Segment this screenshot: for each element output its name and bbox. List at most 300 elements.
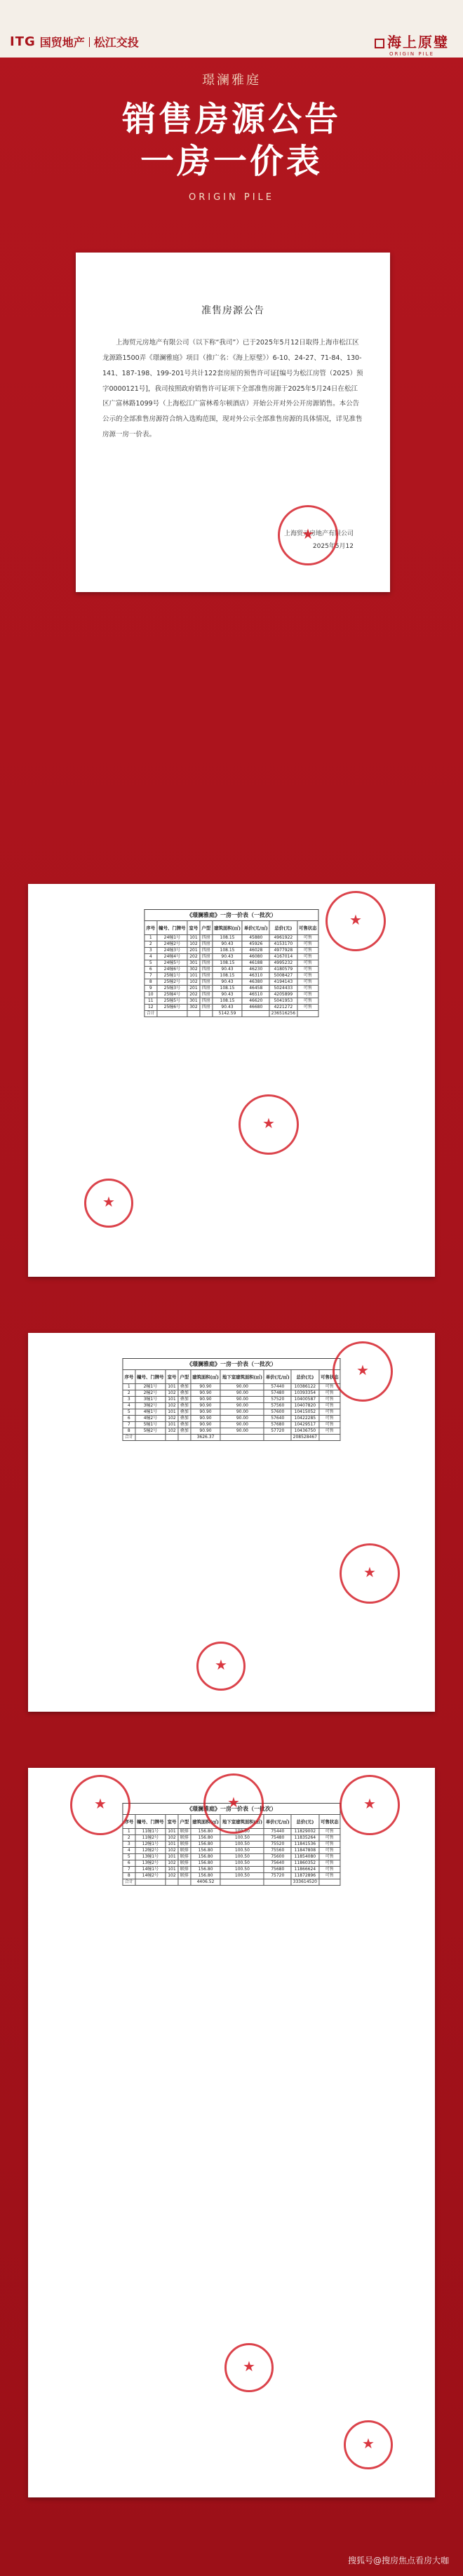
table-cell: 57560 xyxy=(264,1403,291,1409)
table-cell: 90.90 xyxy=(191,1422,221,1428)
table-cell: 57520 xyxy=(264,1397,291,1403)
table-row xyxy=(123,1867,340,1873)
table-cell: 4153170 xyxy=(269,941,297,948)
table-cell: 24幢6号 xyxy=(157,967,187,973)
table-cell: 100.50 xyxy=(220,1835,264,1842)
partner-brand-name: 松江交投 xyxy=(93,36,139,49)
table-cell: 可售 xyxy=(319,1390,341,1397)
table-cell: 156.80 xyxy=(191,1829,221,1835)
table-cell: 57600 xyxy=(264,1409,291,1416)
table-cell: 10407820 xyxy=(291,1403,318,1409)
table-cell: 可售 xyxy=(319,1422,341,1428)
total-price: 208528467 xyxy=(291,1435,318,1441)
total-label: 合计 xyxy=(123,1435,135,1441)
table-cell: 3 xyxy=(145,948,157,954)
table-cell: 5幢2号 xyxy=(135,1428,166,1435)
price-table-sheet-2 xyxy=(28,1333,435,1712)
table-cell: 46680 xyxy=(242,1005,269,1011)
table-cell: 10393354 xyxy=(291,1390,318,1397)
table-row xyxy=(123,1397,340,1403)
table-total-row xyxy=(123,1879,340,1886)
page-title-line2: 一房一价表 xyxy=(140,142,323,181)
price-table xyxy=(122,1369,340,1441)
table-cell: 可售 xyxy=(319,1854,341,1860)
table-cell: 9 xyxy=(145,986,157,992)
table-cell: 5 xyxy=(123,1854,135,1860)
col-header: 序号 xyxy=(145,921,157,935)
table-row xyxy=(145,954,318,960)
table-cell: 46080 xyxy=(242,954,269,960)
table-row xyxy=(145,998,318,1005)
table-total-row xyxy=(123,1435,340,1441)
table-cell: 46458 xyxy=(242,986,269,992)
table-cell: 102 xyxy=(187,941,200,948)
col-header: 建筑面积(㎡) xyxy=(191,1815,221,1829)
total-label: 合计 xyxy=(145,1011,157,1017)
table-caption: 《璟澜雅庭》一房一价表（一批次） xyxy=(122,1358,340,1369)
table-cell: 108.15 xyxy=(213,935,243,941)
table-cell: 5 xyxy=(123,1409,135,1416)
col-header: 户型 xyxy=(200,921,213,935)
table-cell: 101 xyxy=(166,1409,178,1416)
table-cell: 4205899 xyxy=(269,992,297,998)
table-cell: 可售 xyxy=(297,960,319,967)
page-title-line1: 销售房源公告 xyxy=(121,100,341,139)
table-cell: 24幢3号 xyxy=(157,948,187,954)
table-cell: 2 xyxy=(123,1390,135,1397)
table-cell: 46510 xyxy=(242,992,269,998)
table-cell: 1 xyxy=(123,1384,135,1390)
table-cell: 可售 xyxy=(319,1403,341,1409)
itg-brand-name: 国贸地产 xyxy=(39,36,85,49)
col-header: 地下室建筑面积(㎡) xyxy=(220,1815,264,1829)
table-cell: 可售 xyxy=(297,992,319,998)
col-header: 幢号、门牌号 xyxy=(135,1815,166,1829)
table-cell: 101 xyxy=(166,1854,178,1860)
col-header: 总价(元) xyxy=(291,1815,318,1829)
seal-stamp-icon xyxy=(196,1642,246,1691)
table-cell: 4194143 xyxy=(269,979,297,986)
signature-date: 2025年5月12 xyxy=(312,543,354,550)
table-cell: 108.15 xyxy=(213,973,243,979)
table-cell: 10429517 xyxy=(291,1422,318,1428)
table-cell: 叠加 xyxy=(178,1409,191,1416)
table-cell: 10415052 xyxy=(291,1409,318,1416)
table-cell: 叠加 xyxy=(178,1428,191,1435)
table-cell: 101 xyxy=(166,1867,178,1873)
table-row xyxy=(123,1416,340,1422)
col-header: 单价(元/㎡) xyxy=(264,1815,291,1829)
table-cell: 4幢1号 xyxy=(135,1409,166,1416)
table-cell: 100.50 xyxy=(220,1842,264,1848)
col-header: 单价(元/㎡) xyxy=(264,1370,291,1384)
table-cell: 75480 xyxy=(264,1835,291,1842)
seal-stamp-icon xyxy=(340,1543,400,1604)
table-cell: 75440 xyxy=(264,1829,291,1835)
table-row xyxy=(123,1842,340,1848)
table-row xyxy=(123,1409,340,1416)
table-cell: 46620 xyxy=(242,998,269,1005)
seal-stamp-icon xyxy=(239,1094,299,1155)
col-header: 室号 xyxy=(166,1370,178,1384)
table-cell: 46380 xyxy=(242,979,269,986)
table-cell: 101 xyxy=(166,1422,178,1428)
table-cell: 可售 xyxy=(297,998,319,1005)
col-header: 建筑面积(㎡) xyxy=(191,1370,221,1384)
col-header: 可售状态 xyxy=(319,1370,341,1384)
price-table-sheet-3 xyxy=(28,1768,435,2497)
table-cell: 可售 xyxy=(297,967,319,973)
table-cell: 叠加 xyxy=(178,1416,191,1422)
table-cell: 4221272 xyxy=(269,1005,297,1011)
table-cell: 90.43 xyxy=(213,941,243,948)
table-cell: 202 xyxy=(187,992,200,998)
table-row xyxy=(123,1873,340,1879)
table-cell: 108.15 xyxy=(213,960,243,967)
seal-stamp-icon xyxy=(340,1775,400,1835)
table-cell: 90.90 xyxy=(191,1397,221,1403)
table-cell: 4977928 xyxy=(269,948,297,954)
col-header: 室号 xyxy=(187,921,200,935)
table-cell: 11841536 xyxy=(291,1842,318,1848)
table-cell: 90.00 xyxy=(220,1390,264,1397)
table-cell: 可售 xyxy=(319,1416,341,1422)
table-cell: 联排 xyxy=(178,1835,191,1842)
table-cell: 90.43 xyxy=(213,954,243,960)
table-total-row xyxy=(145,1011,318,1017)
table-cell: 102 xyxy=(166,1873,178,1879)
table-cell: 75560 xyxy=(264,1848,291,1854)
table-cell: 24幢1号 xyxy=(157,935,187,941)
table-cell: 201 xyxy=(187,948,200,954)
table-cell: 102 xyxy=(166,1428,178,1435)
table-cell: 5024433 xyxy=(269,986,297,992)
table-row xyxy=(123,1428,340,1435)
table-cell: 四房 xyxy=(200,992,213,998)
table-cell: 108.15 xyxy=(213,998,243,1005)
table-row xyxy=(145,941,318,948)
table-cell: 100.50 xyxy=(220,1854,264,1860)
table-cell: 156.80 xyxy=(191,1842,221,1848)
table-cell: 102 xyxy=(166,1403,178,1409)
table-cell: 4 xyxy=(145,954,157,960)
table-cell: 联排 xyxy=(178,1829,191,1835)
table-cell: 11 xyxy=(145,998,157,1005)
table-cell: 可售 xyxy=(319,1835,341,1842)
table-cell: 2幢1号 xyxy=(135,1384,166,1390)
table-cell: 14幢2号 xyxy=(135,1873,166,1879)
table-row xyxy=(145,973,318,979)
table-cell: 可售 xyxy=(297,979,319,986)
table-cell: 90.00 xyxy=(220,1428,264,1435)
notice-body: 上海贸元房地产有限公司（以下称“我司”）已于2025年5月12日取得上海市松江区龙源路1500弄《璟澜雅庭》项目（推广名：《海上原璧》）6-10、24-27、71-84、130-141、187-198、199-201号共计122套房屋的预售许可证[编号为松江房管（2025）预字0000121号]，我司按照政府销售许可证项下全部准售房源于2025年5月24日在松江区广富林路1099号（上海松江广富林希尔顿酒店）开始公开对外公开房源销售。本公告公示的全部准售房源符合纳入选购范围，现对外公示全部准售房源的具体情况，详见准售房源一房一价表。 xyxy=(102,339,363,439)
table-cell: 可售 xyxy=(319,1867,341,1873)
table-cell: 10 xyxy=(145,992,157,998)
table-cell: 90.90 xyxy=(191,1384,221,1390)
table-cell: 100.50 xyxy=(220,1829,264,1835)
table-cell: 202 xyxy=(187,954,200,960)
table-cell: 90.00 xyxy=(220,1397,264,1403)
table-cell: 6 xyxy=(123,1860,135,1867)
table-row xyxy=(123,1384,340,1390)
table-row xyxy=(145,979,318,986)
table-cell: 可售 xyxy=(319,1829,341,1835)
table-cell: 5幢1号 xyxy=(135,1422,166,1428)
table-cell: 108.15 xyxy=(213,948,243,954)
table-cell: 3 xyxy=(123,1397,135,1403)
seal-stamp-icon xyxy=(344,2420,393,2469)
project-name: 璟澜雅庭 xyxy=(202,73,261,88)
table-cell: 联排 xyxy=(178,1873,191,1879)
notice-heading: 准售房源公告 xyxy=(201,305,264,316)
table-cell: 90.43 xyxy=(213,1005,243,1011)
table-cell: 46310 xyxy=(242,973,269,979)
col-header: 单价(元/㎡) xyxy=(242,921,269,935)
seal-stamp-icon xyxy=(70,1775,130,1835)
top-bar xyxy=(0,0,463,58)
col-header: 序号 xyxy=(123,1815,135,1829)
table-cell: 可售 xyxy=(319,1860,341,1867)
col-header: 总价(元) xyxy=(291,1370,318,1384)
col-header: 建筑面积(㎡) xyxy=(213,921,243,935)
seal-stamp-icon xyxy=(333,1341,393,1402)
hero-subtitle-en: ORIGIN PILE xyxy=(189,192,274,203)
table-row xyxy=(145,935,318,941)
table-cell: 90.90 xyxy=(191,1416,221,1422)
table-cell: 100.50 xyxy=(220,1848,264,1854)
table-cell: 4幢2号 xyxy=(135,1416,166,1422)
table-cell: 101 xyxy=(166,1397,178,1403)
signature-company: 上海贸元房地产有限公司 xyxy=(283,530,354,537)
table-cell: 11835264 xyxy=(291,1835,318,1842)
table-cell: 90.43 xyxy=(213,992,243,998)
table-row xyxy=(145,967,318,973)
col-header: 室号 xyxy=(166,1815,178,1829)
seal-stamp-icon xyxy=(203,1773,264,1834)
table-cell: 4 xyxy=(123,1403,135,1409)
table-cell: 四房 xyxy=(200,935,213,941)
total-label: 合计 xyxy=(123,1879,135,1886)
itg-logo: ITG xyxy=(10,34,36,49)
total-area: 3626.37 xyxy=(191,1435,221,1441)
table-cell: 可售 xyxy=(297,986,319,992)
table-cell: 100.50 xyxy=(220,1860,264,1867)
watermark-tag: 搜狐号@搜房焦点看房大咖 xyxy=(347,2556,449,2565)
table-cell: 1 xyxy=(145,935,157,941)
table-row xyxy=(145,1005,318,1011)
table-cell: 25幢6号 xyxy=(157,1005,187,1011)
table-cell: 57640 xyxy=(264,1416,291,1422)
table-cell: 156.80 xyxy=(191,1867,221,1873)
table-cell: 2 xyxy=(123,1835,135,1842)
table-row xyxy=(123,1403,340,1409)
table-cell: 四房 xyxy=(200,960,213,967)
table-cell: 57680 xyxy=(264,1422,291,1428)
table-cell: 90.00 xyxy=(220,1422,264,1428)
seal-stamp-icon xyxy=(84,1179,133,1228)
seal-stamp-icon xyxy=(224,2343,274,2392)
table-cell: 75600 xyxy=(264,1854,291,1860)
table-cell: 75640 xyxy=(264,1860,291,1867)
table-cell: 可售 xyxy=(319,1428,341,1435)
table-cell: 10400587 xyxy=(291,1397,318,1403)
table-cell: 24幢5号 xyxy=(157,960,187,967)
table-cell: 90.43 xyxy=(213,967,243,973)
table-cell: 6 xyxy=(145,967,157,973)
table-header-row xyxy=(145,921,318,935)
table-cell: 联排 xyxy=(178,1867,191,1873)
table-cell: 302 xyxy=(187,967,200,973)
table-cell: 四房 xyxy=(200,998,213,1005)
table-cell: 301 xyxy=(187,960,200,967)
table-cell: 90.90 xyxy=(191,1409,221,1416)
table-cell: 四房 xyxy=(200,941,213,948)
col-header: 总价(元) xyxy=(269,921,297,935)
table-cell: 12 xyxy=(145,1005,157,1011)
table-cell: 302 xyxy=(187,1005,200,1011)
col-header: 地下室建筑面积(㎡) xyxy=(220,1370,264,1384)
table-cell: 11829002 xyxy=(291,1829,318,1835)
table-cell: 301 xyxy=(187,998,200,1005)
col-header: 户型 xyxy=(178,1815,191,1829)
developer-logos xyxy=(10,34,139,50)
table-cell: 1 xyxy=(123,1829,135,1835)
table-cell: 4167014 xyxy=(269,954,297,960)
table-cell: 叠加 xyxy=(178,1422,191,1428)
table-cell: 联排 xyxy=(178,1860,191,1867)
table-cell: 57720 xyxy=(264,1428,291,1435)
table-row xyxy=(123,1835,340,1842)
table-cell: 可售 xyxy=(297,973,319,979)
table-cell: 25幢3号 xyxy=(157,986,187,992)
table-cell: 46230 xyxy=(242,967,269,973)
table-cell: 联排 xyxy=(178,1848,191,1854)
table-cell: 可售 xyxy=(297,954,319,960)
project-logo xyxy=(375,31,449,57)
table-cell: 75720 xyxy=(264,1873,291,1879)
table-cell: 4961922 xyxy=(269,935,297,941)
table-cell: 8 xyxy=(145,979,157,986)
table-cell: 25幢5号 xyxy=(157,998,187,1005)
table-cell: 101 xyxy=(166,1384,178,1390)
logo-divider xyxy=(89,37,90,47)
table-cell: 13幢1号 xyxy=(135,1854,166,1860)
table-cell: 90.90 xyxy=(191,1390,221,1397)
table-cell: 3幢1号 xyxy=(135,1397,166,1403)
table-cell: 24幢2号 xyxy=(157,941,187,948)
price-table xyxy=(144,920,318,1017)
table-cell: 90.43 xyxy=(213,979,243,986)
table-cell: 7 xyxy=(123,1867,135,1873)
table-row xyxy=(145,948,318,954)
table-cell: 24幢4号 xyxy=(157,954,187,960)
table-cell: 可售 xyxy=(319,1384,341,1390)
table-row xyxy=(123,1848,340,1854)
table-cell: 7 xyxy=(145,973,157,979)
table-cell: 可售 xyxy=(297,1005,319,1011)
table-cell: 101 xyxy=(187,935,200,941)
table-cell: 102 xyxy=(166,1848,178,1854)
table-row xyxy=(123,1390,340,1397)
table-cell: 156.80 xyxy=(191,1873,221,1879)
table-cell: 2幢2号 xyxy=(135,1390,166,1397)
hero xyxy=(0,58,463,233)
table-cell: 102 xyxy=(166,1860,178,1867)
table-cell: 10422285 xyxy=(291,1416,318,1422)
table-cell: 156.80 xyxy=(191,1854,221,1860)
table-cell: 3 xyxy=(123,1842,135,1848)
table-cell: 102 xyxy=(166,1835,178,1842)
table-cell: 四房 xyxy=(200,1005,213,1011)
table-cell: 46028 xyxy=(242,948,269,954)
table-cell: 156.80 xyxy=(191,1848,221,1854)
total-price: 236516256 xyxy=(269,1011,297,1017)
table-cell: 102 xyxy=(166,1390,178,1397)
table-cell: 90.00 xyxy=(220,1384,264,1390)
table-row xyxy=(123,1854,340,1860)
table-cell: 四房 xyxy=(200,954,213,960)
table-cell: 14幢1号 xyxy=(135,1867,166,1873)
table-cell: 90.00 xyxy=(220,1409,264,1416)
table-cell: 11860352 xyxy=(291,1860,318,1867)
table-cell: 11幢1号 xyxy=(135,1829,166,1835)
table-cell: 4995232 xyxy=(269,960,297,967)
total-area: 5142.59 xyxy=(213,1011,243,1017)
table-cell: 8 xyxy=(123,1873,135,1879)
table-cell: 3幢2号 xyxy=(135,1403,166,1409)
table-row xyxy=(145,960,318,967)
table-cell: 2 xyxy=(145,941,157,948)
table-caption: 《璟澜雅庭》一房一价表（一批次） xyxy=(122,1803,340,1814)
table-cell: 101 xyxy=(166,1842,178,1848)
table-cell: 102 xyxy=(187,979,200,986)
table-cell: 11幢2号 xyxy=(135,1835,166,1842)
table-cell: 可售 xyxy=(319,1409,341,1416)
table-cell: 100.50 xyxy=(220,1867,264,1873)
table-cell: 11847808 xyxy=(291,1848,318,1854)
price-table-sheet-1 xyxy=(28,884,435,1277)
table-row xyxy=(123,1422,340,1428)
table-cell: 5041953 xyxy=(269,998,297,1005)
table-cell: 叠加 xyxy=(178,1397,191,1403)
table-cell: 6 xyxy=(123,1416,135,1422)
table-cell: 联排 xyxy=(178,1854,191,1860)
table-caption: 《璟澜雅庭》一房一价表（一批次） xyxy=(144,909,318,920)
table-cell: 联排 xyxy=(178,1842,191,1848)
table-cell: 101 xyxy=(187,973,200,979)
table-row xyxy=(145,992,318,998)
table-cell: 7 xyxy=(123,1422,135,1428)
table-cell: 4 xyxy=(123,1848,135,1854)
company-seal-icon xyxy=(278,505,338,565)
table-cell: 100.50 xyxy=(220,1873,264,1879)
col-header: 可售状态 xyxy=(319,1815,341,1829)
col-header: 户型 xyxy=(178,1370,191,1384)
table-cell: 108.15 xyxy=(213,986,243,992)
table-cell: 叠加 xyxy=(178,1390,191,1397)
total-area: 4406.52 xyxy=(191,1879,221,1886)
project-logo-name: 海上原璧 xyxy=(375,31,449,51)
table-cell: 57440 xyxy=(264,1384,291,1390)
seal-stamp-icon xyxy=(326,891,386,951)
table-cell: 4180579 xyxy=(269,967,297,973)
table-cell: 57480 xyxy=(264,1390,291,1397)
table-cell: 90.00 xyxy=(220,1403,264,1409)
table-cell: 可售 xyxy=(319,1842,341,1848)
table-cell: 四房 xyxy=(200,973,213,979)
table-cell: 12幢2号 xyxy=(135,1848,166,1854)
table-cell: 90.90 xyxy=(191,1403,221,1409)
